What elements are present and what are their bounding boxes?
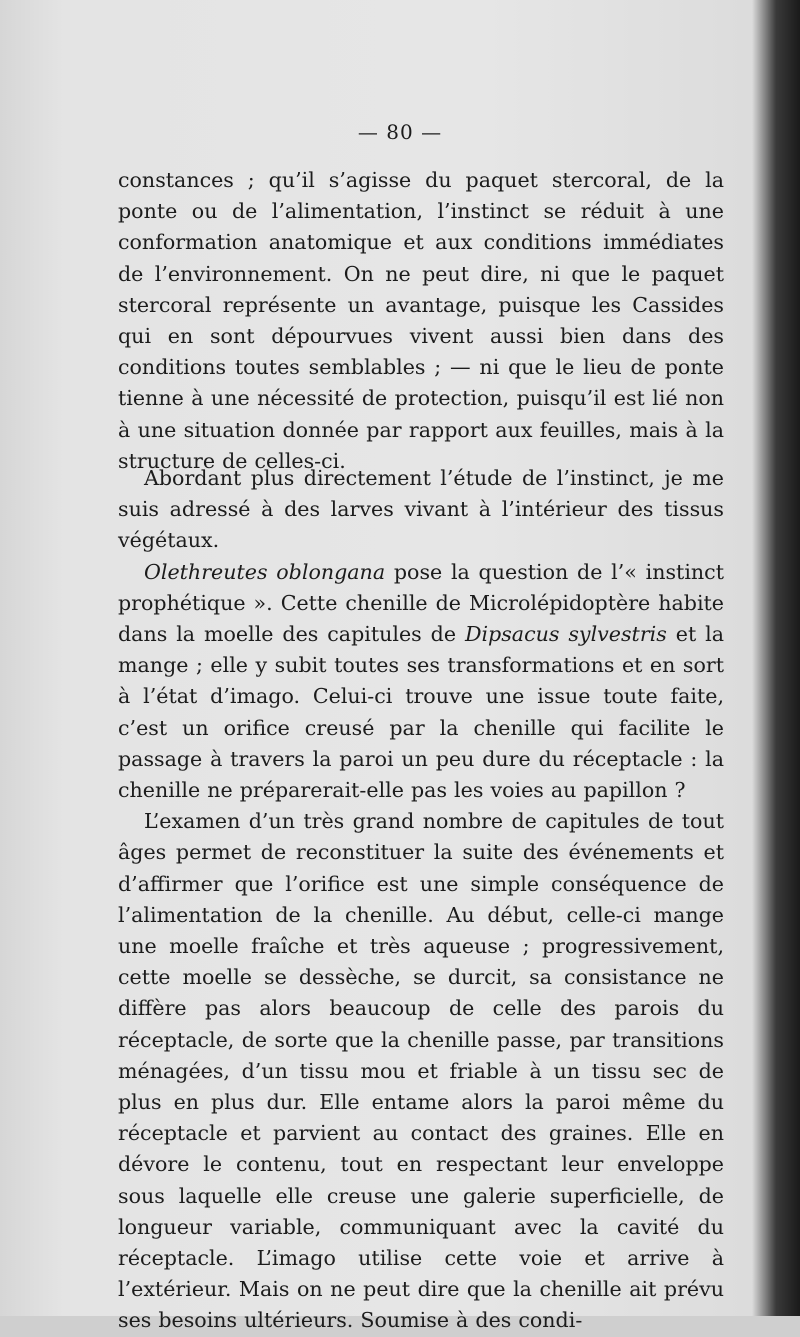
text-block-top [118, 165, 724, 477]
paragraph-examination: L’examen d’un très grand nombre de capitules de tout âges permet de reconstituer la suite des événements et d’affirmer que l’orifice est une simple conséquence de l’alimentation de la chenille. Au début, celle-ci mange une moelle fraîche et très aqueuse ; progressivement, cette moelle se dessèche, se durcit, sa consistance ne diffère pas alors beaucoup de celle des parois du réceptacle, de sorte que la chenille passe, par transitions ménagées, d’un tissu mou et friable à un tissu sec de plus en plus dur. Elle entame alors la paroi même du réceptacle et parvient au contact des graines. Elle en dévore le contenu, tout en respectant leur enveloppe sous laquelle elle creuse une galerie superficielle, de longueur variable, communiquant avec la cavité du réceptacle. L’imago utilise cette voie et arrive à l’extérieur. Mais on ne peut dire que la chenille ait prévu ses besoins ultérieurs. Soumise à des condi- [118, 809, 724, 1333]
text-block-main [118, 463, 724, 1337]
species-name: Dipsacus sylvestris [464, 622, 667, 647]
paragraph-intro: Abordant plus directement l’étude de l’instinct, je me suis adressé à des larves vivant à l’intérieur des tissus végétaux. [118, 466, 724, 553]
page-number: — 80 — [357, 120, 443, 144]
paragraph-text: pose la question de l’« instinct prophétique ». Cette chenille de Microlépidoptère habite dans la moelle des capitules de [118, 559, 724, 647]
species-name: Olethreutes oblongana [144, 559, 386, 584]
paragraph-continuation: constances ; qu’il s’agisse du paquet stercoral, de la ponte ou de l’alimentation, l’instinct se réduit à une conformation anatomique et aux conditions immédiates de l’environnement. On ne peut dire, ni que le paquet stercoral représente un avantage, puisque les Cassides qui en sont dépourvues vivent aussi bien dans des conditions toutes semblables ; — ni que le lieu de ponte tienne à une nécessité de protection, puisqu’il est lié non à une situation donnée par rapport aux feuilles, mais à la structure de celles-ci. [118, 168, 724, 473]
paragraph-text: et la mange ; elle y subit toutes ses transformations et en sort à l’état d’imago. Celui-ci trouve une issue toute faite, c’est un orifice creusé par la chenille qui facilite le passage à travers la paroi un peu dure du réceptacle : la chenille ne préparerait-elle pas les voies au papillon ? [118, 622, 725, 803]
paragraph-olethreutes [118, 557, 724, 807]
